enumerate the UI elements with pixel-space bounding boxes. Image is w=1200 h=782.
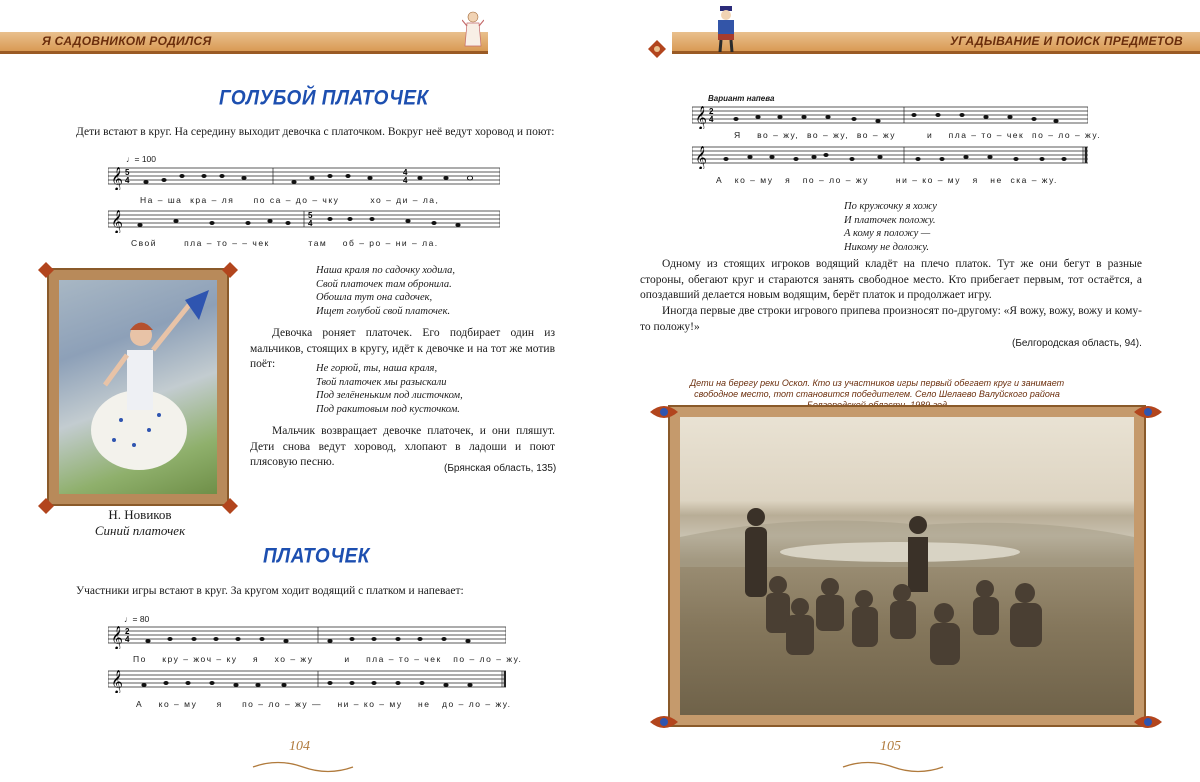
right-source: (Белгородская область, 94). xyxy=(1012,338,1142,349)
song2-title: ПЛАТОЧЕК xyxy=(263,544,370,568)
variant-staff-1 xyxy=(692,103,1088,129)
svg-text:𝄞: 𝄞 xyxy=(111,209,123,233)
variant-label: Вариант напева xyxy=(708,94,775,103)
song1-intro: Дети встают в круг. На середину выходит девочка с платочком. Вокруг неё ведут хоровод и поют: xyxy=(76,126,555,138)
header-ornament-icon xyxy=(648,40,666,58)
song1-verse2: Не горюй, ты, наша краля, Твой платочек мы разыскали Под зелёненьким под листочком, Под ракитовым под кусточком. xyxy=(316,363,463,415)
svg-text:5: 5 xyxy=(125,168,130,177)
children-game-photo xyxy=(680,417,1134,715)
frame-corner-ornament-icon xyxy=(1134,400,1162,424)
right-para1: Одному из стоящих игроков водящий кладёт на плечо платок. Тут же они бегут в разные стороны, обегают круг и стараются занять свободное место. Кто прибегает первым, тот остаётся, а опоздавший делается новым водящим, берёт платок и продолжает игру. xyxy=(640,258,1142,301)
right-header-title: УГАДЫВАНИЕ И ПОИСК ПРЕДМЕТОВ xyxy=(950,34,1183,48)
svg-text:𝄞: 𝄞 xyxy=(111,669,123,693)
frame-corner-ornament-icon xyxy=(222,262,238,278)
song2-staff-2 xyxy=(108,667,506,693)
girl-figure-icon xyxy=(462,10,484,50)
frame-corner-ornament-icon xyxy=(650,710,678,734)
song2-staff-1 xyxy=(108,623,506,649)
right-page-number: 105 xyxy=(880,739,901,754)
page-flourish-icon xyxy=(838,760,948,774)
song1-lyrics-1: На – ша кра – ля по са – до – чку хо – ди – ла, xyxy=(140,195,440,205)
photo-caption: Дети на берегу реки Оскол. Кто из участников игры первый обегает круг и занимает свободное место, тот становится победителем. Село Шелаево Валуйского района xyxy=(689,378,1065,399)
painting-author: Н. Новиков xyxy=(108,507,172,522)
right-para2: Иногда первые две строки игрового припева произносят по-другому: «Я вожу, вожу, вожу и кому-то положу!» xyxy=(640,305,1143,333)
song1-verse1: Наша краля по садочку ходила, Свой платочек там обронила. Обошла тут она садочек, Ищет голубой свой платочек. xyxy=(316,265,456,317)
svg-text:4: 4 xyxy=(125,176,130,185)
svg-text:4: 4 xyxy=(403,176,408,185)
painting-title: Синий платочек xyxy=(94,523,186,538)
variant-lyrics-1: Я во – жу, во – жу, во – жу и пла – то – чек по – ло – жу. xyxy=(734,130,1102,140)
svg-text:𝄞: 𝄞 xyxy=(111,166,123,190)
svg-text:5: 5 xyxy=(308,211,313,220)
variant-lyrics-2: А ко – му я по – ло – жу ни – ко – му я не ска – жу. xyxy=(716,175,1058,185)
svg-text:𝄞: 𝄞 xyxy=(111,625,123,649)
variant-staff-2 xyxy=(692,143,1088,169)
frame-corner-ornament-icon xyxy=(1134,710,1162,734)
painting-frame xyxy=(47,268,229,506)
man-figure-icon xyxy=(712,6,740,52)
left-page-number: 104 xyxy=(289,739,310,754)
svg-text:2: 2 xyxy=(125,627,130,636)
left-header-title: Я САДОВНИКОМ РОДИЛСЯ xyxy=(42,34,212,48)
painting-caption xyxy=(60,507,220,539)
svg-text:4: 4 xyxy=(403,168,408,177)
photo-frame xyxy=(668,405,1146,727)
song1-tempo: ♩= 100 xyxy=(126,154,157,164)
svg-text:4: 4 xyxy=(125,635,130,644)
song2-lyrics-2: А ко – му я по – ло – жу — ни – ко – му не до – ло – жу. xyxy=(136,699,512,709)
svg-text:4: 4 xyxy=(308,219,313,228)
svg-text:𝄞: 𝄞 xyxy=(695,145,707,169)
svg-text:2: 2 xyxy=(709,107,714,116)
svg-text:𝄞: 𝄞 xyxy=(695,105,707,129)
song2-intro: Участники игры встают в круг. За кругом ходит водящий с платком и напевает: xyxy=(76,585,464,597)
song1-staff-1 xyxy=(108,164,500,190)
frame-corner-ornament-icon xyxy=(38,262,54,278)
frame-corner-ornament-icon xyxy=(222,498,238,514)
song2-lyrics-1: По кру – жоч – ку я хо – жу и пла – то – чек по – ло – жу. xyxy=(133,654,523,664)
frame-corner-ornament-icon xyxy=(650,400,678,424)
variant-verse: По кружочку я хожу И платочек положу. А кому я положу — Никому не доложу. xyxy=(844,201,937,253)
song1-para2: Мальчик возвращает девочке платочек, и они пляшут. Дети снова ведут хоровод, хлопают в ладоши и поют плясовую песню. xyxy=(250,425,555,468)
painting-blue-kerchief xyxy=(59,280,217,494)
frame-corner-ornament-icon xyxy=(38,498,54,514)
song1-title: ГОЛУБОЙ ПЛАТОЧЕК xyxy=(219,86,429,110)
song1-staff-2 xyxy=(108,207,500,233)
svg-text:4: 4 xyxy=(709,115,714,124)
song1-source: (Брянская область, 135) xyxy=(444,463,557,474)
song1-para1: Девочка роняет платочек. Его подбирает один из мальчиков, стоящих в кругу, идёт к девочке и на тот же мотив поёт: xyxy=(250,327,555,370)
page-flourish-icon xyxy=(248,760,358,774)
song1-lyrics-2: Свой пла – то – – чек там об – ро – ни – ла. xyxy=(131,238,439,248)
song2-tempo: ♩= 80 xyxy=(124,614,150,624)
